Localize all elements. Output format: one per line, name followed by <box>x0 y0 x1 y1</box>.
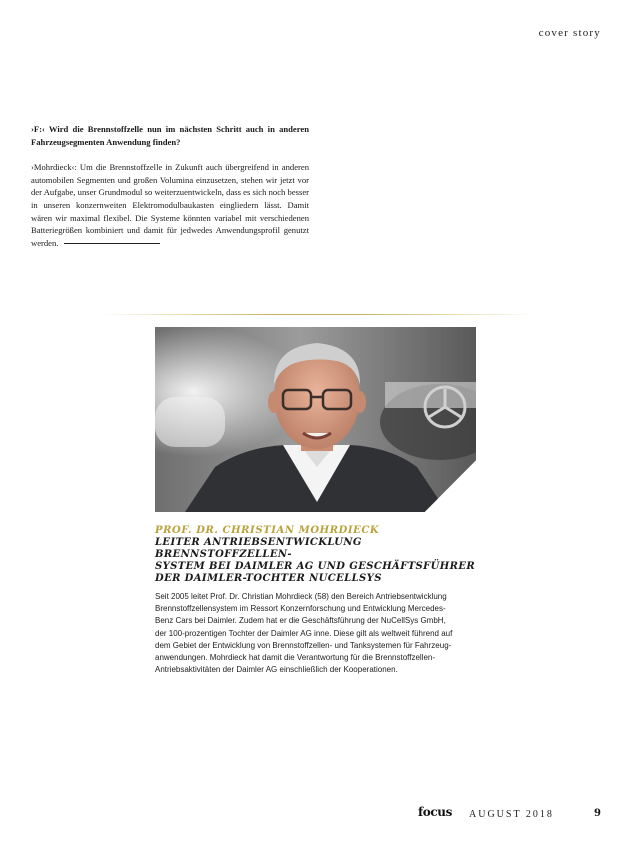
interview-answer <box>31 161 309 249</box>
issue-date: AUGUST 2018 <box>469 809 554 820</box>
profile-title <box>155 537 485 585</box>
profile-bio <box>155 591 477 676</box>
page-number: 9 <box>594 808 601 819</box>
interview-answer-text: ›Mohrdieck‹: Um die Brennstoffzelle in Zukunft auch übergreifend in anderen automobilen Segmenten und großen Volumina einzusetzen, stehen wir jetzt vor der Aufgabe, unser Grundmodul so weiterzuentwickeln, dass es sich noch besser in unseren konzernweiten Elektromodulbaukasten eingliedern lässt. Damit wären wir maximal flexibel. Die Systeme könnten variabel mit verschiedenen Batteriegrößen kombiniert und damit für jedwedes Anwendungsprofil genutzt werden. <box>31 162 309 248</box>
profile-bio-line: anwendungen. Mohrdieck hat damit die Verantwortung für die Brennstoffzellen- <box>155 653 436 663</box>
portrait-photo <box>155 327 476 512</box>
profile-bio-line: Seit 2005 leitet Prof. Dr. Christian Mohrdieck (58) den Bereich Antriebsentwicklung <box>155 592 447 601</box>
magazine-logo: focus <box>418 805 452 819</box>
section-divider <box>100 314 535 315</box>
profile-title-line: LEITER ANTRIEBSENTWICKLUNG BRENNSTOFFZELLEN- <box>155 537 362 560</box>
interview-question: ›F:‹ Wird die Brennstoffzelle nun im nächsten Schritt auch in anderen Fahrzeugsegmenten Anwendung finden? <box>31 124 309 147</box>
profile-bio-line: Brennstoffzellensystem im Ressort Konzernforschung und Entwicklung Mercedes- <box>155 604 446 614</box>
profile-name: PROF. DR. CHRISTIAN MOHRDIECK <box>155 525 380 536</box>
profile-title-line: SYSTEM BEI DAIMLER AG UND GESCHÄFTSFÜHRER <box>155 561 476 572</box>
article-end-rule <box>64 243 160 244</box>
section-label: cover story <box>538 27 601 39</box>
profile-bio-line: Benz Cars bei Daimler. Zudem hat er die Geschäftsführung der NuCellSys GmbH, <box>155 616 446 626</box>
interview-excerpt <box>31 123 309 249</box>
profile-bio-line: Antriebsaktivitäten der Daimler AG einschließlich der Kooperationen. <box>155 665 398 675</box>
profile-title-line: DER DAIMLER-TOCHTER NUCELLSYS <box>155 573 382 584</box>
profile-bio-line: dem Gebiet der Entwicklung von Brennstoffzellen- und Tanksystemen für Fahrzeug- <box>155 640 452 650</box>
profile-bio-line: der 100-prozentigen Tochter der Daimler AG inne. Diese gilt als weltweit führend auf <box>155 628 453 638</box>
